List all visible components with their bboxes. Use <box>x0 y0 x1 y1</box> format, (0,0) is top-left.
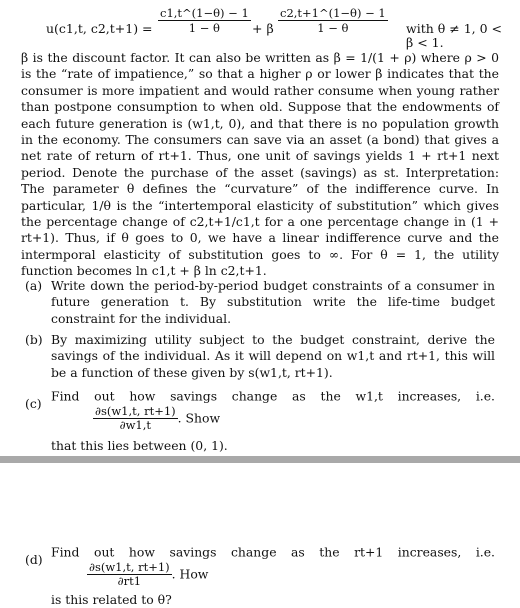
question-d-derivative-numerator: ∂s(w1,t, rt+1) <box>89 559 170 574</box>
question-c-derivative-numerator: ∂s(w1,t, rt+1) <box>95 403 176 418</box>
question-c-text-before: Find out how savings change as the w1,t increases, i.e. <box>51 388 495 404</box>
question-a-text: Write down the period-by-period budget constraints of a consumer in future generation t. By substitution write the life-time budget constraint for the individual. <box>51 278 495 326</box>
question-c <box>25 388 495 454</box>
question-b-text: By maximizing utility subject to the budget constraint, derive the savings of the individual. As it will depend on w1,t and rt+1, this will be a function of these given by s(w1,t, rt+1). <box>51 332 495 380</box>
formula-condition: with θ ≠ 1, 0 < β < 1. <box>406 21 502 50</box>
fraction-2-numerator: c2,t+1^(1−θ) − 1 <box>280 6 386 20</box>
question-d-text-line2: is this related to θ? <box>51 591 172 607</box>
question-d-text-before: Find out how savings change as the rt+1 increases, i.e. <box>51 544 495 560</box>
question-c-derivative-denominator: ∂w1,t <box>119 417 152 432</box>
fraction-1-denominator: 1 − θ <box>188 21 220 35</box>
fraction-2-denominator: 1 − θ <box>317 21 349 35</box>
formula-fraction-2 <box>278 6 388 35</box>
fraction-1-numerator: c1,t^(1−θ) − 1 <box>160 6 249 20</box>
question-a-label: (a) <box>25 278 43 293</box>
page-break-divider <box>0 456 520 463</box>
formula-lhs: u(c1,t, c2,t+1) = <box>46 21 153 36</box>
formula-plus-beta: + β <box>252 21 274 36</box>
question-c-text-line2: that this lies between (0, 1). <box>51 437 228 453</box>
question-d-label: (d) <box>25 552 43 567</box>
question-b <box>25 332 495 381</box>
question-b-label: (b) <box>25 332 43 347</box>
question-d-derivative-denominator: ∂rt1 <box>117 573 142 588</box>
utility-formula <box>46 4 506 48</box>
question-c-label: (c) <box>25 396 42 411</box>
question-d-text-after: . How <box>171 566 209 581</box>
formula-fraction-1 <box>158 6 251 35</box>
question-d-derivative <box>87 561 172 588</box>
question-a <box>25 278 495 327</box>
question-c-text <box>51 388 495 454</box>
question-c-derivative <box>93 405 178 432</box>
body-paragraph: β is the discount factor. It can also be written as β = 1/(1 + ρ) where ρ > 0 is the “rate of impatience,” so that a higher ρ or lower β indicates that the consumer is more impatient and would rather consume when young rather than postpone consumption to when old. Suppose that the endowments of each future generation is (w1,t, 0), and that there is no population growth in the economy. The consumers can save via an asset (a bond) that gives a net rate of return of rt+1. Thus, one unit of savings yields 1 + rt+1 next period. Denote the purchase of the asset (savings) as st. Interpretation: The parameter θ defines the “curvature” of the indifference curve. In particular, 1/θ is the “intertemporal elasticity of substitution” which gives the percentage change of c2,t+1/c1,t for a one percentage change in (1 + rt+1). Thus, if θ goes to 0, we have a linear indifference curve and the intermporal elasticity of substitution goes to ∞. For θ = 1, the utility function becomes ln c1,t + β ln c2,t+1. <box>21 50 499 279</box>
question-c-text-after: . Show <box>177 410 221 425</box>
